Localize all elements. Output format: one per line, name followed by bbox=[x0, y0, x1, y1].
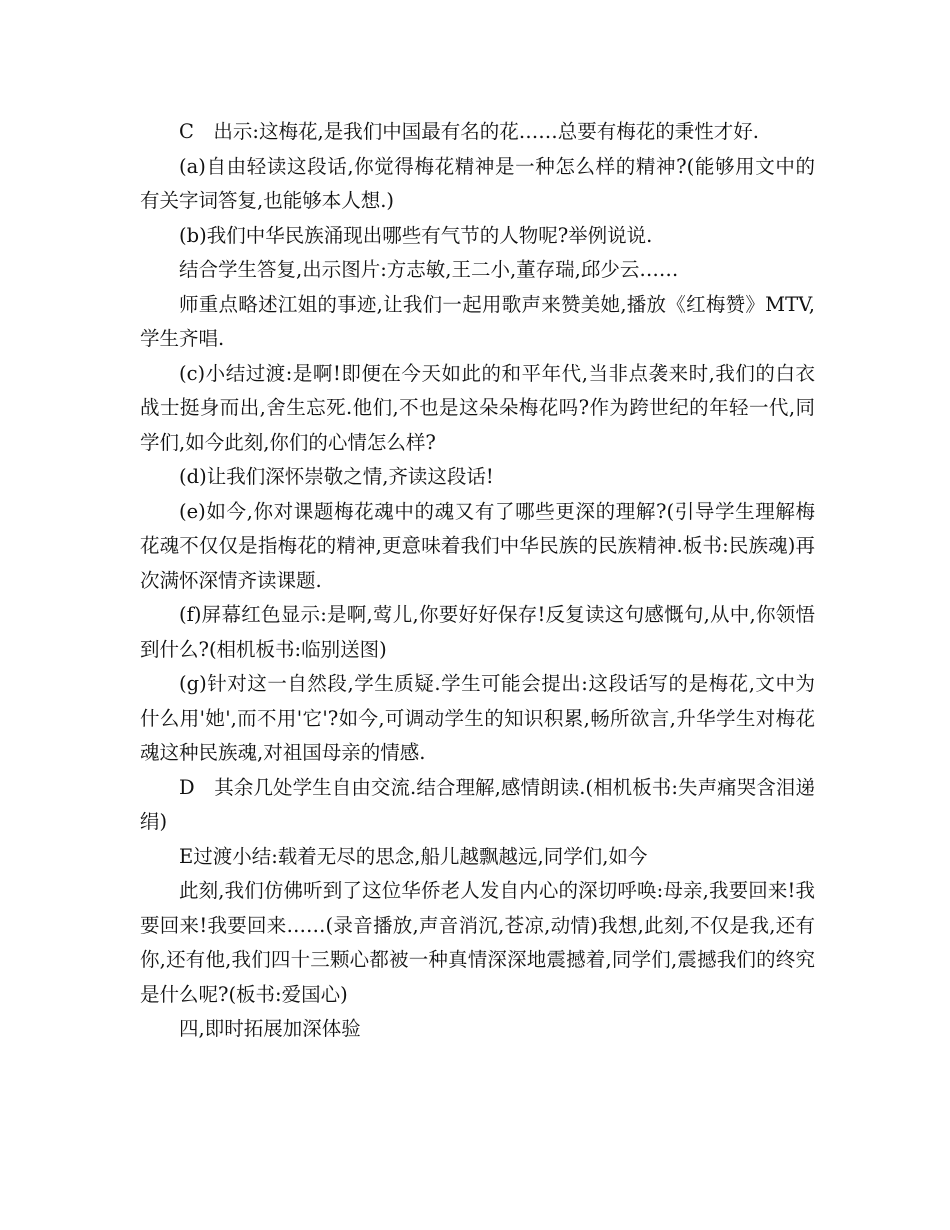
paragraph-d-section: D 其余几处学生自由交流.结合理解,感情朗读.(相机板书:失声痛哭含泪递绢) bbox=[140, 775, 815, 833]
paragraph-c: (c)小结过渡:是啊!即便在今天如此的和平年代,当非点袭来时,我们的白衣战士挺身而出,舍生忘死.他们,不也是这朵朵梅花吗?作为跨世纪的年轻一代,同学们,如今此刻,你们的心情怎么样? bbox=[140, 361, 815, 454]
paragraph-c-intro: C 出示:这梅花,是我们中国最有名的花……总要有梅花的秉性才好. bbox=[179, 120, 759, 143]
paragraph-b: (b)我们中华民族涌现出哪些有气节的人物呢?举例说说. bbox=[179, 223, 653, 247]
paragraph-f: (f)屏幕红色显示:是啊,莺儿,你要好好保存!反复读这句感慨句,从中,你领悟到什么?(相机板书:临别送图) bbox=[140, 603, 815, 661]
document-body bbox=[140, 115, 815, 1047]
paragraph-a: (a)自由轻读这段话,你觉得梅花精神是一种怎么样的精神?(能够用文中的有关字词答复,也能够本人想.) bbox=[140, 154, 815, 212]
paragraph-e-section: E过渡小结:载着无尽的思念,船儿越飘越远,同学们,如今 bbox=[179, 844, 648, 868]
section-heading-four: 四,即时拓展加深体验 bbox=[179, 1017, 361, 1040]
paragraph-images: 结合学生答复,出示图片:方志敏,王二小,董存瑞,邱少云…… bbox=[179, 258, 679, 281]
paragraph-e: (e)如今,你对课题梅花魂中的魂又有了哪些更深的理解?(引导学生理解梅花魂不仅仅是指梅花的精神,更意味着我们中华民族的民族精神.板书:民族魂)再次满怀深情齐读课题. bbox=[140, 499, 815, 592]
paragraph-jiangjie: 师重点略述江姐的事迹,让我们一起用歌声来赞美她,播放《红梅赞》MTV,学生齐唱. bbox=[140, 292, 815, 350]
paragraph-d: (d)让我们深怀崇敬之情,齐读这段话! bbox=[179, 465, 494, 488]
paragraph-continuation: 此刻,我们仿佛听到了这位华侨老人发自内心的深切呼唤:母亲,我要回来!我要回来!我要回来……(录音播放,声音消沉,苍凉,动情)我想,此刻,不仅是我,还有你,还有他,我们四十三颗心都被一种真情深深地震撼着,同学们,震撼我们的终究是什么呢?(板书:爱国心) bbox=[140, 879, 815, 1006]
paragraph-g: (g)针对这一自然段,学生质疑.学生可能会提出:这段话写的是梅花,文中为什么用'她',而不用'它'?如今,可调动学生的知识积累,畅所欲言,升华学生对梅花魂这种民族魂,对祖国母亲的情感. bbox=[140, 672, 815, 764]
